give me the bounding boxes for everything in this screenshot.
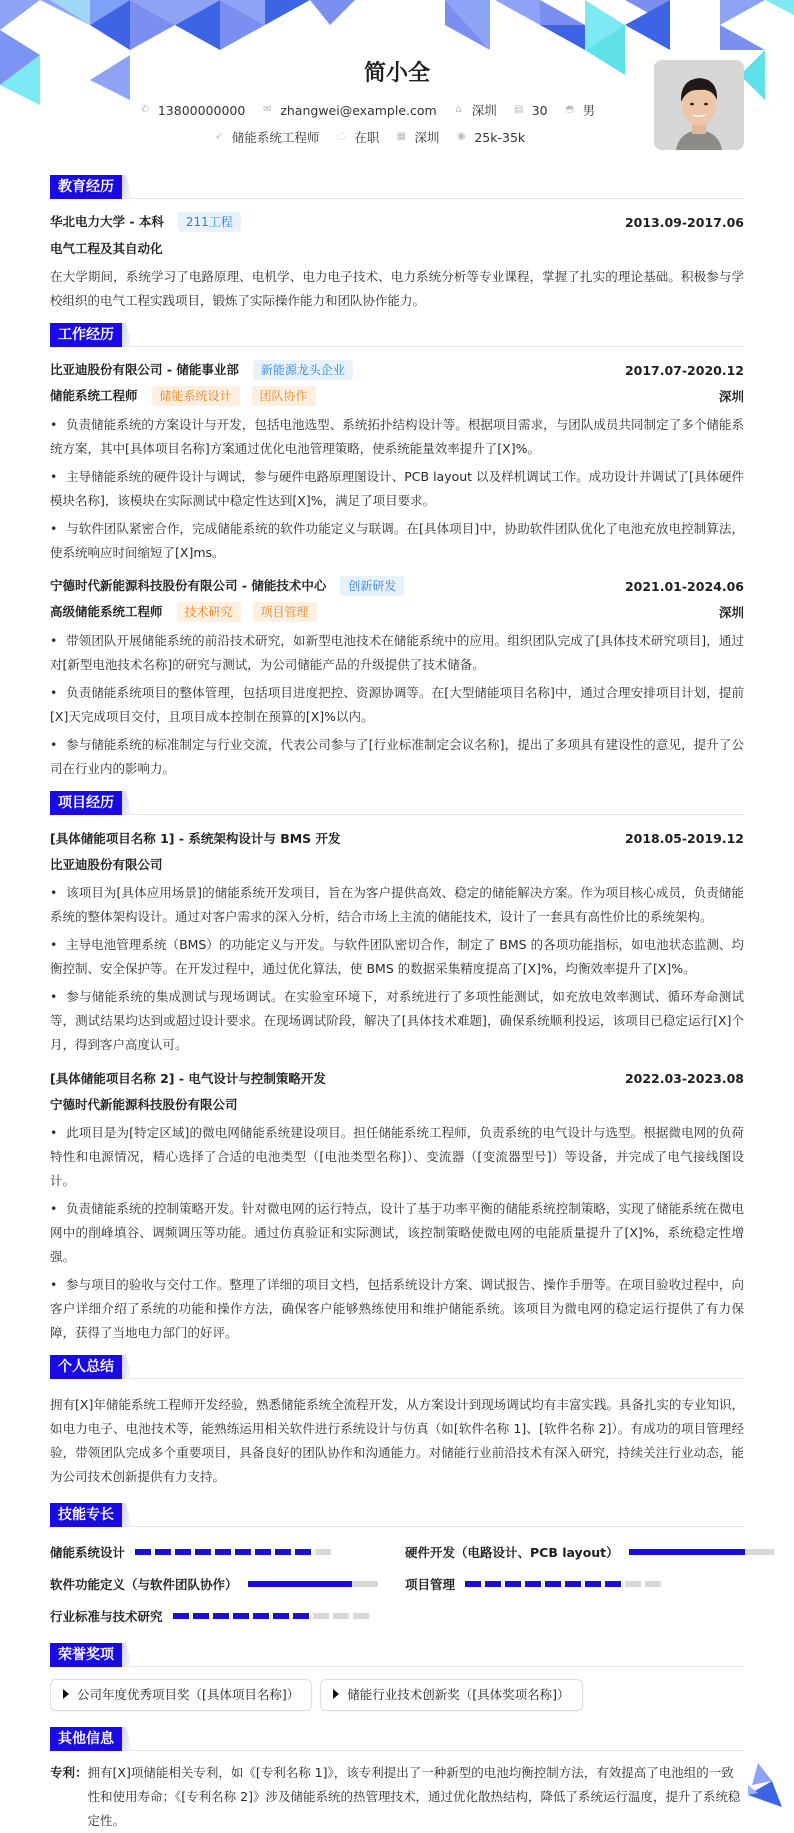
salary-text: 25k-35k [474,129,526,145]
skill-item [50,1603,405,1629]
bullet-item: • 负责储能系统的控制策略开发。针对微电网的运行特点，设计了基于功率平衡的储能系统控制策略，实现了储能系统在微电网中的削峰填谷、调频调压等功能。通过仿真验证和实际测试，该控制策略使微电网的电能质量提升了[X]%，系统稳定性增强。 [50,1197,744,1269]
company-name: 宁德时代新能源科技股份有限公司 - 储能技术中心 [50,578,327,593]
salary-icon: ◉ [456,131,466,142]
major: 电气工程及其自动化 [50,241,163,256]
skill-label: 项目管理 [405,1577,456,1592]
avatar-portrait-icon [654,60,744,150]
award-item [50,1679,312,1711]
bullet-item: • 参与项目的验收与交付工作。整理了详细的项目文档，包括系统设计方案、调试报告、操作手册等。在项目验收过程中，向客户详细介绍了系统的功能和操作方法，确保客户能够熟练使用和维护储能系统。该项目为微电网的稳定运行提供了有力保障，获得了当地电力部门的好评。 [50,1273,744,1345]
education-date: 2013.09-2017.06 [624,214,744,230]
salary-info [455,130,525,145]
section-header [50,175,744,199]
project-name: [具体储能项目名称 2] - 电气设计与控制策略开发 [50,1071,326,1086]
skill-level-dashed [465,1581,661,1587]
major-row [50,235,744,261]
award-item [320,1679,582,1711]
phone-icon: ✆ [140,104,150,115]
section-title: 工作经历 [50,323,122,347]
work-entry [50,357,744,565]
section-header [50,1643,744,1667]
company-row [50,357,744,383]
project-name: [具体储能项目名称 1] - 系统架构设计与 BMS 开发 [50,831,341,846]
school-tag: 211工程 [178,212,241,232]
bullet-item: • 带领团队开展储能系统的前沿技术研究，如新型电池技术在储能系统中的应用。组织团队完成了[具体技术研究项目]，通过对[新型电池技术名称]的研究与测试，为公司储能产品的升级提供了技术储备。 [50,629,744,677]
position-icon: ➶ [214,131,223,142]
project-entry [50,1065,744,1345]
skills-grid [50,1537,744,1629]
award-text: 储能行业技术创新奖（[具体奖项名称]） [347,1687,570,1702]
bullet-item: • 参与储能系统的标准制定与行业交流，代表公司参与了[行业标准制定会议名称]，提出了多项具有建设性的意见，提升了公司在行业内的影响力。 [50,733,744,781]
skill-level-bar [629,1549,774,1555]
bullet-item: • 负责储能系统的方案设计与开发，包括电池选型、系统拓扑结构设计等。根据项目需求，与团队成员共同制定了多个储能系统方案，其中[具体项目名称]方案通过优化电池管理策略，使系统能量效率提升了[X]%。 [50,413,744,461]
work-location: 深圳 [718,389,744,404]
skill-item [405,1571,774,1597]
section-header [50,791,744,815]
company-tag: 新能源龙头企业 [253,360,353,380]
project-company-row [50,851,744,877]
education-description: 在大学期间，系统学习了电路原理、电机学、电力电子技术、电力系统分析等专业课程，掌握了扎实的理论基础。积极参与学校组织的电气工程实践项目，锻炼了实际操作能力和团队协作能力。 [50,269,744,308]
phone-info [139,103,245,118]
project-company-row [50,1091,744,1117]
work-date: 2017.07-2020.12 [624,362,744,378]
project-row [50,825,744,851]
skill-label: 软件功能定义（与软件团队协作） [50,1577,238,1592]
skill-label: 储能系统设计 [50,1545,126,1560]
work-date: 2021.01-2024.06 [624,578,744,594]
role-title: 高级储能系统工程师 [50,604,163,619]
skill-level-dashed [135,1549,331,1555]
skill-level-dashed [173,1613,369,1619]
section-header [50,1355,744,1379]
project-date: 2018.05-2019.12 [624,830,744,846]
company-tag: 创新研发 [340,576,404,596]
bullet-item: • 参与储能系统的集成测试与现场调试。在实验室环境下，对系统进行了多项性能测试，如充放电效率测试、循环寿命测试等，测试结果均达到或超过设计要求。在现场调试阶段，解决了[具体技术难题]，确保系统顺利投运，该项目已稳定运行[X]个月，得到客户高度认可。 [50,985,744,1057]
mail-icon: ✉ [263,104,272,115]
phone-text: 13800000000 [157,102,246,118]
other-value: 拥有[X]项储能相关专利，如《[专利名称 1]》，该专利提出了一种新型的电池均衡控制方法，有效提高了电池组的一致性和使用寿命；《[专利名称 2]》涉及储能系统的热管理技术，通过优化散热结构，降低了系统运行温度，提升了系统稳定性。 [87,1765,741,1828]
other-key: 专利： [50,1765,88,1780]
bullet-item: • 此项目是为[特定区域]的微电网储能系统建设项目。担任储能系统工程师，负责系统的电气设计与选型。根据微电网的负荷特性和电源情况，精心选择了合适的电池类型（[电池类型名称]）、变流器（[变流器型号]）等设备，并完成了电气接线图设计。 [50,1121,744,1193]
target-city-info [395,128,439,146]
bullet-item: • 负责储能系统项目的整体管理，包括项目进度把控、资源协调等。在[大型储能项目名称]中，通过合理安排项目计划，提前[X]天完成项目交付，且项目成本控制在预算的[X]%以内。 [50,681,744,729]
skill-item [50,1571,405,1597]
gender-icon: ◓ [565,104,574,115]
work-bullets [50,629,744,781]
position-info [213,128,320,146]
email-info [261,103,436,118]
gender-text: 男 [582,103,596,118]
role-row [50,383,744,409]
section-title: 个人总结 [50,1355,122,1379]
role-tag: 储能系统设计 [152,386,240,406]
resume-body [0,175,794,1833]
project-bullets [50,881,744,1057]
company-name: 比亚迪股份有限公司 - 储能事业部 [50,362,239,377]
skill-item [50,1539,405,1565]
awards-list [50,1677,744,1717]
section-title: 荣誉奖项 [50,1643,122,1667]
role-row [50,599,744,625]
position-text: 储能系统工程师 [231,130,320,145]
section-title: 教育经历 [50,175,122,199]
role-tag: 团队协作 [252,386,316,406]
avatar [654,60,744,150]
city-icon: ▦ [396,131,407,142]
section-title: 技能专长 [50,1503,122,1527]
other-section [50,1727,744,1833]
project-bullets [50,1121,744,1345]
section-header [50,323,744,347]
company-row [50,573,744,599]
education-row [50,209,744,235]
role-title: 储能系统工程师 [50,388,138,403]
work-section [50,323,744,781]
project-entry [50,825,744,1057]
projects-section [50,791,744,1345]
resume-header [0,0,794,165]
project-row [50,1065,744,1091]
status-text: 在职 [354,130,380,145]
bullet-item: • 该项目为[具体应用场景]的储能系统开发项目，旨在为客户提供高效、稳定的储能解决方案。作为项目核心成员，负责储能系统的整体架构设计。通过对客户需求的深入分析，结合市场上主流的储能技术，设计了一套具有高性价比的系统架构。 [50,881,744,929]
triangle-right-icon [63,1689,69,1699]
age-icon: ▤ [513,104,524,115]
skill-label: 硬件开发（电路设计、PCB layout） [405,1545,619,1560]
status-info [335,128,379,146]
summary-text: 拥有[X]年储能系统工程师开发经验，熟悉储能系统全流程开发，从方案设计到现场调试均有丰富实践。具备扎实的专业知识，如电力电子、电池技术等，能熟练运用相关软件进行系统设计与仿真（如[软件名称 1]、[软件名称 2]）。有成功的项目管理经验，带领团队完成多个重要项目，具备良好的团队协作和沟通能力。对储能行业前沿技术有深入研究，持续关注行业动态，能为公司技术创新提供有力支持。 [50,1397,744,1484]
bullet-item: • 主导储能系统的硬件设计与调试，参与硬件电路原理图设计、PCB layout 以及样机调试工作。成功设计并调试了[具体硬件模块名称]，该模块在实际测试中稳定性达到[X]%，满足了项目要求。 [50,465,744,513]
section-title: 其他信息 [50,1727,122,1751]
project-company: 比亚迪股份有限公司 [50,857,163,872]
location-info [453,101,497,119]
role-tag: 项目管理 [253,602,317,622]
skill-level-bar [248,1581,378,1587]
bullet-item: • 与软件团队紧密合作，完成储能系统的软件功能定义与联调。在[具体项目]中，协助软件团队优化了电池充放电控制算法，使系统响应时间缩短了[X]ms。 [50,517,744,565]
email-text: zhangwei@example.com [280,102,437,118]
project-company: 宁德时代新能源科技股份有限公司 [50,1097,238,1112]
school-name: 华北电力大学 - 本科 [50,214,164,229]
education-section [50,175,744,313]
candidate-name: 简小全 [363,61,430,86]
project-date: 2022.03-2023.08 [624,1070,744,1086]
role-tag: 技术研究 [177,602,241,622]
age-text: 30 [531,102,548,118]
work-entry [50,573,744,781]
gender-info [564,101,596,119]
award-text: 公司年度优秀项目奖（[具体项目名称]） [77,1687,300,1702]
skills-section [50,1503,744,1629]
status-icon: ◌ [336,131,346,142]
section-header [50,1727,744,1751]
work-location: 深圳 [718,605,744,620]
home-icon: ⌂ [455,104,462,115]
summary-section [50,1355,744,1489]
other-item [50,1761,744,1833]
bullet-item: • 主导电池管理系统（BMS）的功能定义与开发。与软件团队密切合作，制定了 BMS 的各项功能指标，如电池状态监测、均衡控制、安全保护等。在开发过程中，通过优化算法，使 BMS 的数据采集精度提高了[X]%，均衡效率提升了[X]%。 [50,933,744,981]
triangle-right-icon [333,1689,339,1699]
awards-section [50,1643,744,1717]
skill-label: 行业标准与技术研究 [50,1609,163,1624]
location-text: 深圳 [471,103,497,118]
work-bullets [50,413,744,565]
section-title: 项目经历 [50,791,122,815]
target-city-text: 深圳 [414,130,440,145]
skill-item [405,1539,774,1565]
section-header [50,1503,744,1527]
age-info [513,103,548,118]
